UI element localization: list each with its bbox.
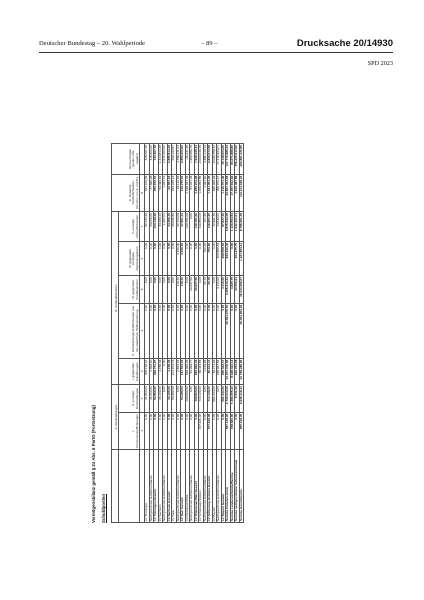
table-cell: 0,00 [230, 241, 235, 275]
table-cell: 26.637,59 [190, 276, 195, 304]
table-cell: 0,00 [145, 276, 150, 304]
table-cell: 17.248.363,07 [217, 144, 222, 175]
table-cell: 555.018,00 [239, 412, 244, 449]
table-cell: 1.267,01 [163, 212, 168, 242]
col-number: 6 [140, 241, 145, 275]
table-cell: 183.158,12 [172, 174, 177, 211]
table-cell: 0,00 [199, 276, 204, 304]
table-cell: 0,00 [230, 303, 235, 358]
col-number: 7 [140, 212, 145, 242]
table-cell: 0,00 [163, 412, 168, 449]
table-cell: 20.100,00 [158, 385, 163, 413]
table-cell: 0,00 [212, 303, 217, 358]
col-number: 2 [140, 385, 145, 413]
table-cell: 119,40 [176, 276, 181, 304]
table-cell: 199.860,00 [194, 385, 199, 413]
table-cell: 0,00 [163, 358, 168, 384]
table-cell: 1.267,01 [163, 174, 168, 211]
table-cell: 15.148.604,65 [221, 144, 226, 175]
table-cell: 0,00 [194, 303, 199, 358]
table-cell: 4.158,36 [158, 358, 163, 384]
table-cell: 296.192,87 [172, 144, 177, 175]
row-label: Nachgeordnete Gebietsverbände [217, 450, 222, 523]
table-cell: 72.991,36 [212, 212, 217, 242]
table-cell: 0,00 [176, 385, 181, 413]
table-cell: 0,00 [145, 303, 150, 358]
table-cell: 730.267,78 [154, 144, 159, 175]
table-cell: 1.032.421,01 [235, 212, 240, 242]
row-label: LV Thüringen [145, 450, 150, 523]
row-label: LV Schleswig-Holstein Gesamt [208, 450, 213, 523]
table-cell: 3.426,00 [176, 241, 181, 275]
table-cell: 14.846,00 [217, 212, 222, 242]
table-cell: -2.099.758,42 [212, 144, 217, 175]
table-cell: 39.613,41 [208, 358, 213, 384]
table-cell: 34.456,15 [167, 212, 172, 242]
table-cell: 119.957,25 [208, 212, 213, 242]
col-header: I. Pensionsverpflichtungen [119, 412, 140, 449]
table-cell: 0,00 [221, 303, 226, 358]
table-cell: 3.426,00 [181, 241, 186, 275]
row-label: LV Sachsen Gesamt [167, 450, 172, 523]
table-cell: 0,00 [154, 303, 159, 358]
row-label: Nachgeordnete Gebietsverbände [149, 450, 154, 523]
table-cell: 0,00 [172, 276, 177, 304]
table-cell: 305.168,97 [145, 358, 150, 384]
row-label: LV Rheinland-Pfalz [185, 450, 190, 523]
table-cell: 59.390,62 [158, 174, 163, 211]
table-cell: 0,00 [176, 303, 181, 358]
table-cell: 932.226,40 [226, 241, 231, 275]
table-cell: 60.657,63 [167, 174, 172, 211]
table-cell: 112.213.638,26 [239, 174, 244, 211]
doc-prefix: Drucksache 20/ [296, 38, 367, 49]
row-label: LV Bayern Gesamt [221, 450, 226, 523]
table-cell: 36.044.659,67 [239, 276, 244, 304]
table-cell: 3.110,00 [217, 276, 222, 304]
table-cell: 119.850,00 [199, 212, 204, 242]
table-cell: 80.142,29 [145, 212, 150, 242]
table-cell: 208.558,53 [221, 241, 226, 275]
table-cell: 104.679,76 [172, 358, 177, 384]
page-number: – 89 – [201, 40, 218, 47]
table-cell: 0,00 [158, 276, 163, 304]
table-cell: 7.965.286,79 [190, 144, 195, 175]
table-cell: 157.640,00 [208, 412, 213, 449]
group-header-d: Reinvermögen (positiv oder negativ) [112, 144, 140, 175]
row-label: Nachgeordnete Gebietsverbände [176, 450, 181, 523]
table-cell: 903.996,03 [194, 358, 199, 384]
table-cell: 1.031.051,45 [208, 174, 213, 211]
table-cell: 1.553,00 [149, 358, 154, 384]
table-cell: 8.788.981,38 [239, 212, 244, 242]
table-subtitle: Schuldposten [101, 493, 106, 523]
table-cell: 26.637,59 [194, 276, 199, 304]
table-cell: 581.234,00 [221, 385, 226, 413]
table-cell: 0,00 [163, 276, 168, 304]
table-cell: 306.721,97 [154, 358, 159, 384]
table-cell: 0,00 [158, 241, 163, 275]
table-cell: 415.200,00 [149, 144, 154, 175]
table-cell: 8.638.343,12 [230, 358, 235, 384]
table-cell: 107.524,00 [181, 358, 186, 384]
table-cell: 23.971.079,86 [226, 358, 231, 384]
table-cell: 31.000,00 [149, 385, 154, 413]
table-cell: 587.125,00 [226, 412, 231, 449]
col-number: 5 [140, 276, 145, 304]
table-cell: 123.148,29 [154, 212, 159, 242]
row-label: Summe Gesamtpartei [239, 450, 244, 523]
row-label: Nachgeordnete Gebietsverbände [163, 450, 168, 523]
table-body [145, 144, 244, 523]
table-cell: 1.314.814,48 [158, 144, 163, 175]
col-header: III. gegenüber Kreditinstituten [119, 276, 140, 304]
table-cell: 1.946.387,88 [235, 174, 240, 211]
table-cell: 0,00 [217, 303, 222, 358]
table-cell: 3.385.213,24 [226, 276, 231, 304]
table-cell: 0,00 [212, 276, 217, 304]
table-cell: 0,00 [154, 276, 159, 304]
table-cell: 0,00 [158, 303, 163, 358]
table-cell: 29.112,69 [176, 174, 181, 211]
table-cell: 81.637,36 [190, 174, 195, 211]
table-cell: 66.867.064,58 [226, 174, 231, 211]
table-cell: 0,00 [176, 412, 181, 449]
table-cell: 4.158,36 [167, 358, 172, 384]
row-label: LV Saar Gesamt [181, 450, 186, 523]
table-cell: 1.169,86 [203, 358, 208, 384]
table-cell: 0,00 [235, 303, 240, 358]
table-cell: 2.720.613,00 [226, 385, 231, 413]
row-label: Summe Parteivorstand [226, 450, 231, 523]
table-cell: 0,00 [203, 303, 208, 358]
table-cell: 7.383.055,43 [230, 385, 235, 413]
table-cell: 0,00 [212, 241, 217, 275]
col-header: II. sonstige Rückstellungen [119, 385, 140, 413]
table-cell: 0,00 [149, 412, 154, 449]
col-number: 3 [140, 358, 145, 384]
table-cell: 0,00 [149, 303, 154, 358]
rotated-table-content [87, 143, 337, 523]
table-cell: 1.997,90 [203, 174, 208, 211]
table-cell: 0,00 [145, 412, 150, 449]
row-label: LV Saar [172, 450, 177, 523]
table-cell: 0,00 [163, 385, 168, 413]
table-cell: 0,00 [181, 412, 186, 449]
table-cell: 0,00 [190, 303, 195, 358]
table-cell: 52.860,00 [154, 385, 159, 413]
table-cell: 1.280.274,68 [194, 174, 199, 211]
table-cell: 0,00 [203, 385, 208, 413]
header-rule [39, 52, 393, 53]
table-cell: 700,00 [208, 241, 213, 275]
table-cell: 53.380,00 [172, 385, 177, 413]
table-cell: 3.110,00 [221, 276, 226, 304]
table-cell: 43.006,00 [149, 212, 154, 242]
table-cell: 25.098,36 [172, 212, 177, 242]
table-row [239, 144, 244, 523]
table-cell: 0,00 [185, 276, 190, 304]
col-number: 4 [140, 303, 145, 358]
table-cell: 199.860,00 [185, 385, 190, 413]
group-header-b: B. Verbindlichkeiten [112, 212, 119, 385]
table-cell: 0,00 [185, 303, 190, 358]
col-number: 1 [140, 412, 145, 449]
table-cell: 1.029.053,55 [199, 174, 204, 211]
table-cell: 28.494.653,26 [239, 303, 244, 358]
table-cell: 0,00 [199, 303, 204, 358]
table-cell: 0,00 [190, 385, 195, 413]
table-cell: 2.560.111,03 [176, 144, 181, 175]
page-header [39, 40, 393, 52]
table-cell: 0,00 [199, 241, 204, 275]
table-cell: 1.571.000,00 [163, 144, 168, 175]
table-cell: 350.672,54 [154, 174, 159, 211]
table-cell: 1.198.637,32 [185, 174, 190, 211]
table-cell: 7.928.345,34 [194, 144, 199, 175]
table-cell: 0,00 [194, 241, 199, 275]
table-cell: 0,00 [172, 241, 177, 275]
table-cell: 265.332,47 [221, 358, 226, 384]
table-cell: 1.146.071,36 [221, 174, 226, 211]
table-cell: 290.881.330,85 [239, 144, 244, 175]
row-label: LV Schleswig-Holstein [199, 450, 204, 523]
table-cell: 455.072,07 [217, 174, 222, 211]
table-cell: 27.565,98 [149, 174, 154, 211]
table-cell: 87.837,36 [221, 212, 226, 242]
table-cell: 0,00 [181, 303, 186, 358]
table-cell: 622.254,68 [235, 358, 240, 384]
table-cell: 0,00 [167, 276, 172, 304]
row-label: LV Bayern [212, 450, 217, 523]
table-cell: 0,00 [167, 241, 172, 275]
table-cell: 0,00 [172, 412, 177, 449]
table-cell: 848.996,26 [185, 358, 190, 384]
doc-number: 14930 [366, 38, 393, 49]
col-number: 8 [140, 174, 145, 211]
table-cell: 323.106,56 [145, 174, 150, 211]
group-header-c: C. Gesamte Verbindlichkeiten (Summe von A. und B.) [112, 174, 140, 211]
table-cell: 0,00 [149, 276, 154, 304]
table-cell: 0,00 [172, 303, 177, 358]
table-cell: 53.380,00 [181, 385, 186, 413]
table-cell: 21.860,00 [145, 385, 150, 413]
table-cell: 1.167.803,31 [239, 241, 244, 275]
table-cell: 700,00 [203, 241, 208, 275]
table-cell: 0,00 [154, 241, 159, 275]
table-cell: 0,00 [194, 412, 199, 449]
table-cell: 0,00 [203, 412, 208, 449]
table-cell: 359.460.912,95 [235, 144, 240, 175]
table-cell: 0,00 [167, 303, 172, 358]
table-cell: 0,00 [163, 303, 168, 358]
table-cell: 0,00 [190, 412, 195, 449]
row-label: Summe nachgeordneter Gebietsverbände [235, 450, 240, 523]
table-cell: 212.270,81 [181, 174, 186, 211]
table-cell: 2.830.073,58 [208, 144, 213, 175]
table-cell: 54.999,77 [190, 358, 195, 384]
table-cell: 0,00 [154, 412, 159, 449]
table-cell: 0,00 [158, 412, 163, 449]
asset-table [111, 143, 244, 523]
table-cell: 5.935.418,34 [239, 385, 244, 413]
table-cell: 0,00 [217, 412, 222, 449]
table-cell: 28.394.276,00 [226, 303, 231, 358]
table-cell: 4.825,75 [230, 276, 235, 304]
table-cell: -36.941,45 [185, 144, 190, 175]
table-cell: 713.120,00 [208, 385, 213, 413]
col-header: IV. gegenüber sonstigen Darlehensgebern [119, 241, 140, 275]
table-cell: 0,00 [185, 241, 190, 275]
table-cell: 20,79 [208, 276, 213, 304]
table-cell: 0,00 [163, 241, 168, 275]
table-cell: 228.557,54 [217, 358, 222, 384]
table-cell: -2.066.046,15 [199, 144, 204, 175]
table-cell: 0,00 [212, 412, 217, 449]
table-cell: 581.234,00 [212, 385, 217, 413]
party-label: SPD 2023 [367, 60, 393, 67]
row-label: Nachgeordnete Gebietsverbände [203, 450, 208, 523]
table-cell: 2.856.303,90 [181, 144, 186, 175]
table-cell: 315.067,78 [145, 144, 150, 175]
col-header: V. sonstige Verbindlichkeiten [119, 212, 140, 242]
table-cell: 149.781,06 [194, 212, 199, 242]
table-cell: 119,40 [181, 276, 186, 304]
table-cell: 22.723,05 [176, 212, 181, 242]
header-left: Deutscher Bundestag – 20. Wahlperiode [39, 40, 146, 47]
table-cell: 0,00 [185, 412, 190, 449]
table-cell: 2.844,24 [176, 358, 181, 384]
table-cell: 0,00 [167, 412, 172, 449]
col-header: I. gegenüber Gliederungen [119, 358, 140, 384]
table-cell: 149.781,06 [185, 212, 190, 242]
table-cell: 5.001,00 [235, 385, 240, 413]
table-caption: Vermögensbilanz gemäß § 24 Abs. 6 PartG (Fortsetzung) [91, 405, 96, 523]
table-cell: 1.123.504,54 [230, 212, 235, 242]
row-label: Summe Landesverbände/Bezirke [230, 450, 235, 523]
table-cell: 0,00 [190, 241, 195, 275]
table-cell: 0,00 [235, 412, 240, 449]
row-label: LV Sachsen [158, 450, 163, 523]
table-cell: 157.640,00 [199, 412, 204, 449]
document-number [297, 38, 393, 49]
table-cell: 17.357.812,84 [230, 174, 235, 211]
table-cell: 20,79 [203, 276, 208, 304]
table-cell: 0,00 [145, 241, 150, 275]
col-header: II. Rückzahlungsverpflichtungen aus der staatlichen Teilfinanzierung [119, 303, 140, 358]
table-cell: 690.999,29 [212, 174, 217, 211]
col-label-blank [112, 450, 119, 523]
table-cell: 208.558,53 [217, 241, 222, 275]
table-cell: 32.758.289,86 [239, 358, 244, 384]
row-label: LV Rheinland-Pfalz Gesamt [194, 450, 199, 523]
table-cell: 0,00 [208, 303, 213, 358]
col-label-blank-2 [119, 450, 140, 523]
table-cell: 20.100,00 [167, 385, 172, 413]
table-cell: 36.774,93 [212, 358, 217, 384]
table-cell: 47.821,41 [181, 212, 186, 242]
table-cell: 0,00 [217, 385, 222, 413]
table-cell: 158.083,00 [230, 412, 235, 449]
row-label: Nachgeordnete Gebietsverbände [190, 450, 195, 523]
table-cell: 0,00 [149, 241, 154, 275]
table-cell: 107,25 [203, 212, 208, 242]
table-cell: 127.776.985,34 [226, 144, 231, 175]
group-header-a: A. Rückstellungen [112, 385, 119, 450]
table-cell: 2.885.814,48 [167, 144, 172, 175]
table-cell: 713.120,00 [199, 385, 204, 413]
table-cell: 0,00 [221, 412, 226, 449]
table-cell: 254.975,75 [235, 241, 240, 275]
table-cell: 6.876.532,08 [226, 212, 231, 242]
table-cell: 33.189,14 [158, 212, 163, 242]
table-cell: 32.056,64 [235, 276, 240, 304]
table-cell: 38.443,55 [199, 358, 204, 384]
rotated-table-region [87, 143, 337, 523]
row-label: LV Thüringen Gesamt [154, 450, 159, 523]
table-cell: 83.671.889,80 [230, 144, 235, 175]
table-cell: 4.896.119,73 [203, 144, 208, 175]
table-cell: 0,00 [190, 212, 195, 242]
